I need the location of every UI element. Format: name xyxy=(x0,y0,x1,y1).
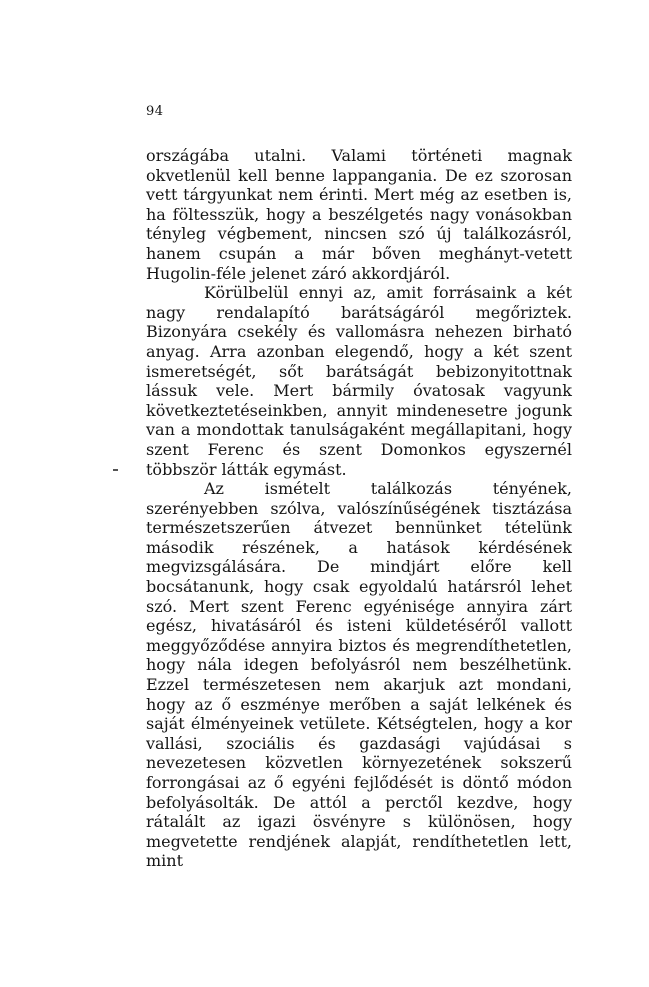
paragraph-1: országába utalni. Valami történeti magnak okvetlenül kell benne lappangania. De ez szorosan vett tárgyunkat nem érinti. Mert még az esetben is, ha föltesszük, hogy a beszélgetés nagy vonásokban tényleg végbement, nincsen szó új találkozásról, hanem csupán a már bőven meghányt-vetett Hugolin-féle jelenet záró akkordjáról. xyxy=(146,146,572,283)
body-text xyxy=(146,146,572,871)
margin-mark xyxy=(113,469,118,471)
page-number: 94 xyxy=(146,104,164,119)
paragraph-2: Körülbelül ennyi az, amit forrásaink a két nagy rendalapító barátságáról megőriztek. Bizonyára csekély és vallomásra nehezen birható anyag. Arra azonban elegendő, hogy a két szent ismeretségét, sőt barátságát bebizonyitottnak lássuk vele. Mert bármily óvatosak vagyunk következtetéseinkben, annyit mindenesetre jogunk van a mondottak tanulságaként megállapitani, hogy szent Ferenc és szent Domonkos egyszernél többször látták egymást. xyxy=(146,283,572,479)
paragraph-3: Az ismételt találkozás tényének, szerényebben szólva, valószínűségének tisztázása természetszerűen átvezet bennünket tételünk második részének, a hatások kérdésének megvizsgálására. De mindjárt előre kell bocsátanunk, hogy csak egyoldalú határsról lehet szó. Mert szent Ferenc egyénisége annyira zárt egész, hivatásáról és isteni küldetéséről vallott meggyőződése annyira biztos és megrendíthetetlen, hogy nála idegen befolyásról nem beszélhetünk. Ezzel természetesen nem akarjuk azt mondani, hogy az ő eszménye merőben a saját lelkének és saját élményeinek vetülete. Kétségtelen, hogy a kor vallási, szociális és gazdasági vajúdásai s nevezetesen közvetlen környezetének sokszerű forrongásai az ő egyéni fejlődését is döntő módon befolyásolták. De attól a perctől kezdve, hogy rátalált az igazi ösvényre s különösen, hogy megvetette rendjének alapját, rendíthetetlen lett, mint xyxy=(146,479,572,871)
